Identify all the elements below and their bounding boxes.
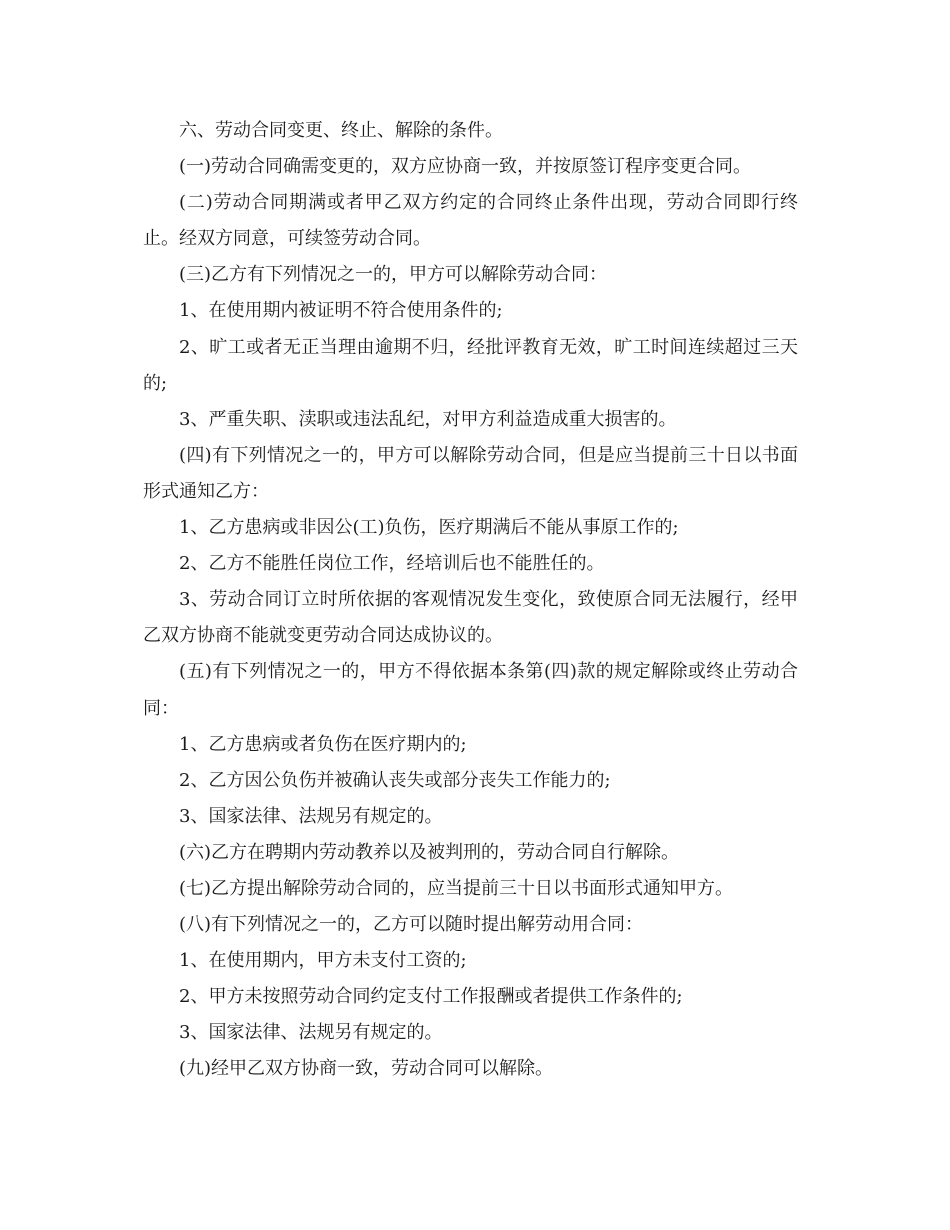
clause-8-item-1: 1、在使用期内，甲方未支付工资的; — [179, 950, 467, 972]
clause-5-item-3: 3、国家法律、法规另有规定的。 — [179, 805, 443, 827]
clause-5-item-2: 2、乙方因公负伤并被确认丧失或部分丧失工作能力的; — [179, 769, 611, 791]
clause-3-item-3: 3、严重失职、渎职或违法乱纪，对甲方利益造成重大损害的。 — [179, 408, 677, 430]
clause-7: (七)乙方提出解除劳动合同的，应当提前三十日以书面形式通知甲方。 — [179, 877, 734, 899]
clause-4: (四)有下列情况之一的，甲方可以解除劳动合同，但是应当提前三十日以书面形式通知乙方： — [143, 444, 798, 502]
clause-9: (九)经甲乙双方协商一致，劳动合同可以解除。 — [179, 1058, 554, 1080]
clause-8-item-2: 2、甲方未按照劳动合同约定支付工作报酬或者提供工作条件的; — [179, 986, 683, 1008]
clause-3-item-1: 1、在使用期内被证明不符合使用条件的; — [179, 300, 503, 322]
clause-5-item-1: 1、乙方患病或者负伤在医疗期内的; — [179, 733, 467, 755]
clause-4-item-3: 3、劳动合同订立时所依据的客观情况发生变化，致使原合同无法履行，经甲乙双方协商不能就变更劳动合同达成协议的。 — [143, 589, 798, 647]
clause-4-item-2: 2、乙方不能胜任岗位工作，经培训后也不能胜任的。 — [179, 553, 605, 575]
clause-6: (六)乙方在聘期内劳动教养以及被判刑的，劳动合同自行解除。 — [179, 841, 680, 863]
clause-8: (八)有下列情况之一的，乙方可以随时提出解劳动用合同： — [179, 914, 644, 936]
clause-1: (一)劳动合同确需变更的，双方应协商一致，并按原签订程序变更合同。 — [179, 156, 752, 178]
clause-3-item-2: 2、旷工或者无正当理由逾期不归，经批评教育无效，旷工时间连续超过三天的; — [143, 336, 798, 394]
clause-3: (三)乙方有下列情况之一的，甲方可以解除劳动合同： — [179, 264, 608, 286]
section-heading: 六、劳动合同变更、终止、解除的条件。 — [179, 120, 503, 141]
clause-2: (二)劳动合同期满或者甲乙双方约定的合同终止条件出现，劳动合同即行终止。经双方同意，可续签劳动合同。 — [143, 192, 798, 250]
clause-4-item-1: 1、乙方患病或非因公(工)负伤，医疗期满后不能从事原工作的; — [179, 517, 679, 539]
clause-5: (五)有下列情况之一的，甲方不得依据本条第(四)款的规定解除或终止劳动合同： — [143, 661, 798, 719]
clause-8-item-3: 3、国家法律、法规另有规定的。 — [179, 1022, 443, 1044]
